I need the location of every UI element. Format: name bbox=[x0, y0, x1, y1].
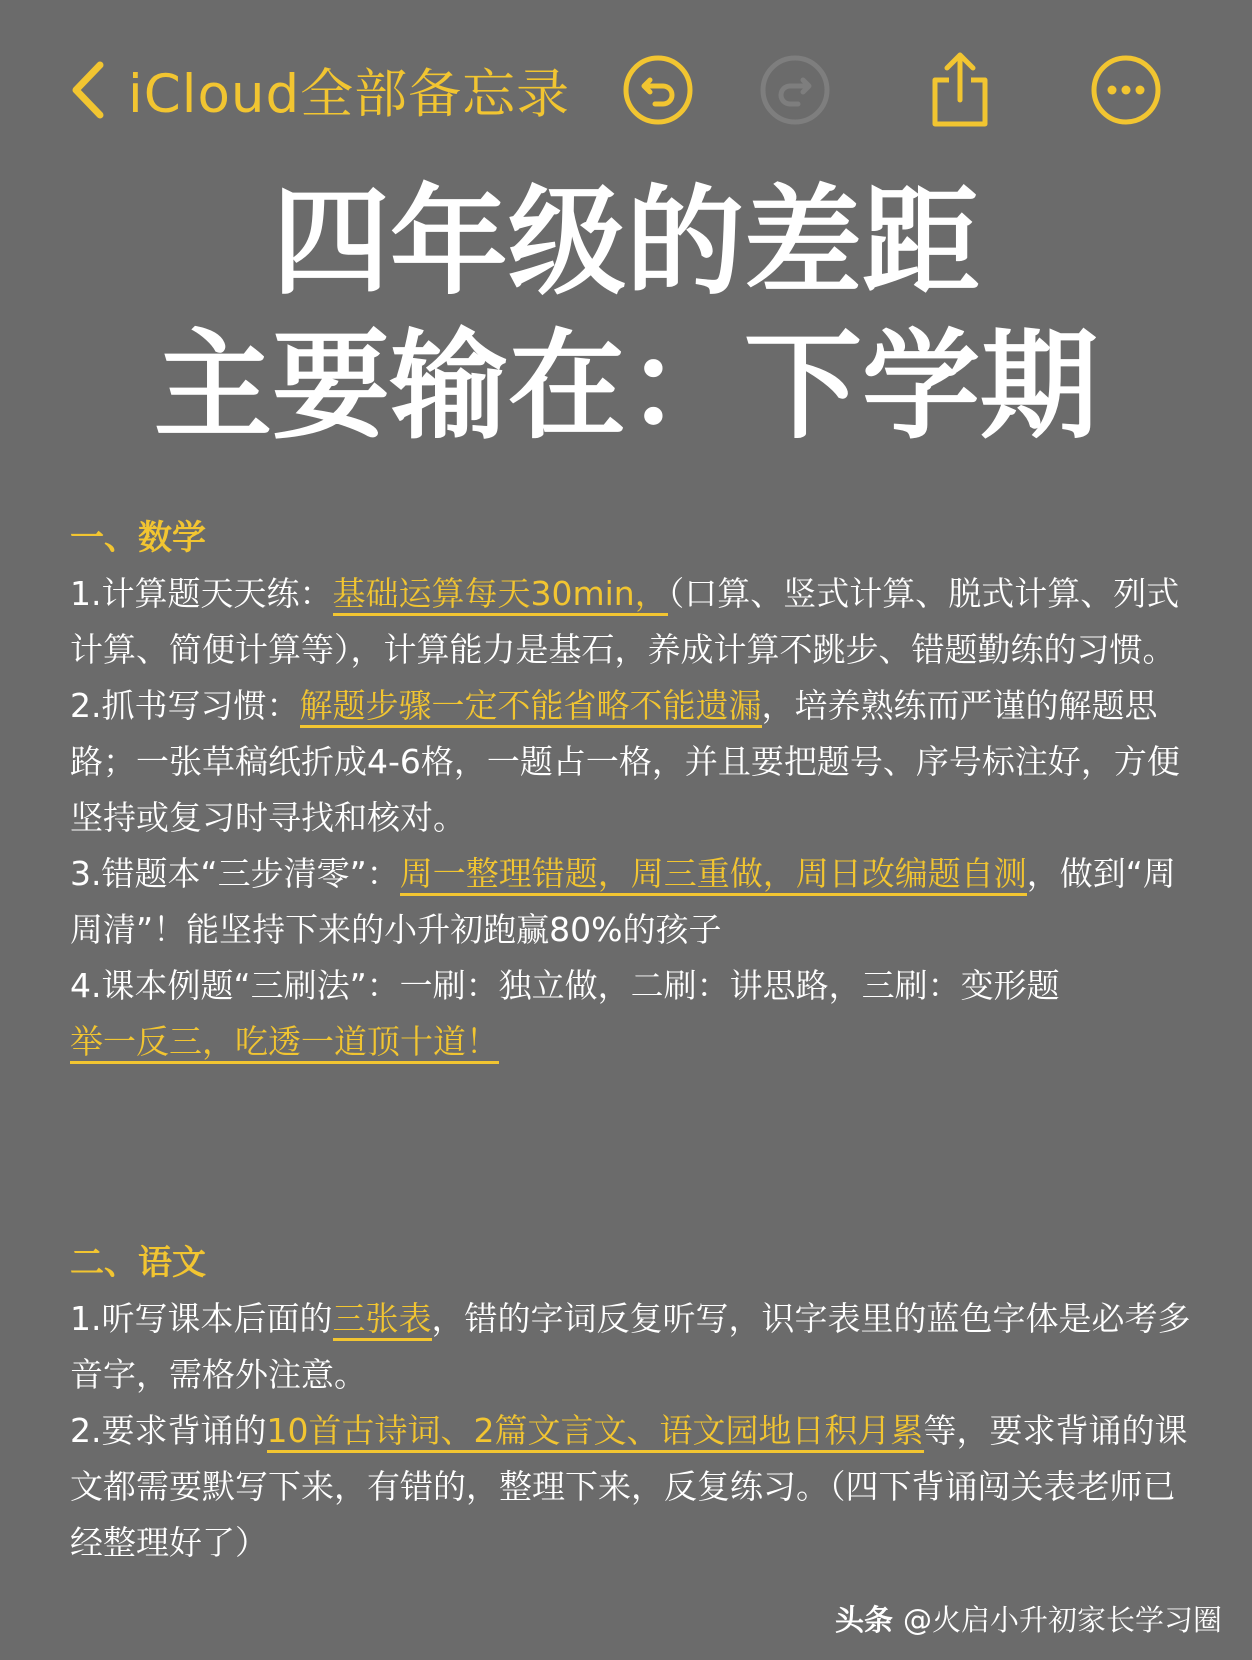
text-run: 2.要求背诵的 bbox=[70, 1411, 267, 1450]
text-run: ，培养熟练而严谨的解题思路；一张草稿纸折成4-6格，一题占一格，并且要把题号、序号标注好，方便坚持或复习时寻找和核对。 bbox=[70, 686, 1180, 837]
highlight-text: 解题步骤一定不能省略不能遗漏 bbox=[300, 686, 762, 728]
share-icon bbox=[927, 50, 993, 130]
highlight-text: 周一整理错题，周三重做，周日改编题自测 bbox=[400, 854, 1027, 896]
notes-toolbar bbox=[0, 40, 1252, 140]
highlight-text: 10首古诗词、2篇文言文、语文园地日积月累 bbox=[267, 1411, 924, 1453]
text-run: 等，要求背诵的课文都需要默写下来，有错的，整理下来，反复练习。（四下背诵闯关表老师已经整理好了） bbox=[70, 1411, 1188, 1562]
math-item-2 bbox=[70, 678, 1200, 846]
watermark-credit bbox=[835, 1598, 1222, 1639]
math-section bbox=[70, 510, 1200, 1070]
share-button[interactable] bbox=[920, 50, 1000, 130]
chinese-section bbox=[70, 1235, 1200, 1571]
highlight-text: 举一反三，吃透一道顶十道！ bbox=[70, 1022, 499, 1064]
credit-brand: 头条 bbox=[834, 1603, 893, 1637]
undo-icon bbox=[622, 54, 694, 126]
redo-button[interactable] bbox=[755, 50, 835, 130]
text-run: 2.抓书写习惯： bbox=[70, 686, 300, 725]
back-button[interactable] bbox=[70, 48, 570, 132]
text-run: 3.错题本“三步清零”： bbox=[70, 854, 400, 893]
back-label: iCloud全部备忘录 bbox=[128, 64, 571, 125]
section-heading-math: 一、数学 bbox=[70, 518, 206, 558]
text-run: ，错的字词反复听写，识字表里的蓝色字体是必考多音字，需格外注意。 bbox=[70, 1299, 1191, 1394]
text-run: ，做到“周周清”！能坚持下来的小升初跑赢80%的孩子 bbox=[70, 854, 1176, 949]
highlight-text: 三张表 bbox=[333, 1299, 432, 1341]
more-icon bbox=[1090, 54, 1162, 126]
undo-button[interactable] bbox=[618, 50, 698, 130]
text-run: （口算、竖式计算、脱式计算、列式计算、简便计算等），计算能力是基石，养成计算不跳步、错题勤练的习惯。 bbox=[70, 574, 1180, 669]
credit-account: @火启小升初家长学习圈 bbox=[902, 1603, 1222, 1637]
chinese-item-1 bbox=[70, 1291, 1200, 1403]
math-item-1 bbox=[70, 566, 1200, 678]
chinese-item-2 bbox=[70, 1403, 1200, 1571]
chevron-left-icon bbox=[70, 61, 104, 119]
math-item-4 bbox=[70, 958, 1200, 1070]
note-title-line-1: 四年级的差距 bbox=[271, 173, 980, 311]
highlight-text: 基础运算每天30min， bbox=[333, 574, 668, 616]
text-run: 1.计算题天天练： bbox=[70, 574, 333, 613]
text-run: 4.课本例题“三刷法”：一刷：独立做，二刷：讲思路，三刷：变形题 bbox=[70, 966, 1060, 1005]
text-run: 1.听写课本后面的 bbox=[70, 1299, 333, 1338]
redo-icon bbox=[759, 54, 831, 126]
section-heading-chinese: 二、语文 bbox=[70, 1243, 206, 1283]
note-title-line-2: 主要输在：下学期 bbox=[153, 317, 1098, 455]
more-button[interactable] bbox=[1086, 50, 1166, 130]
math-item-3 bbox=[70, 846, 1200, 958]
